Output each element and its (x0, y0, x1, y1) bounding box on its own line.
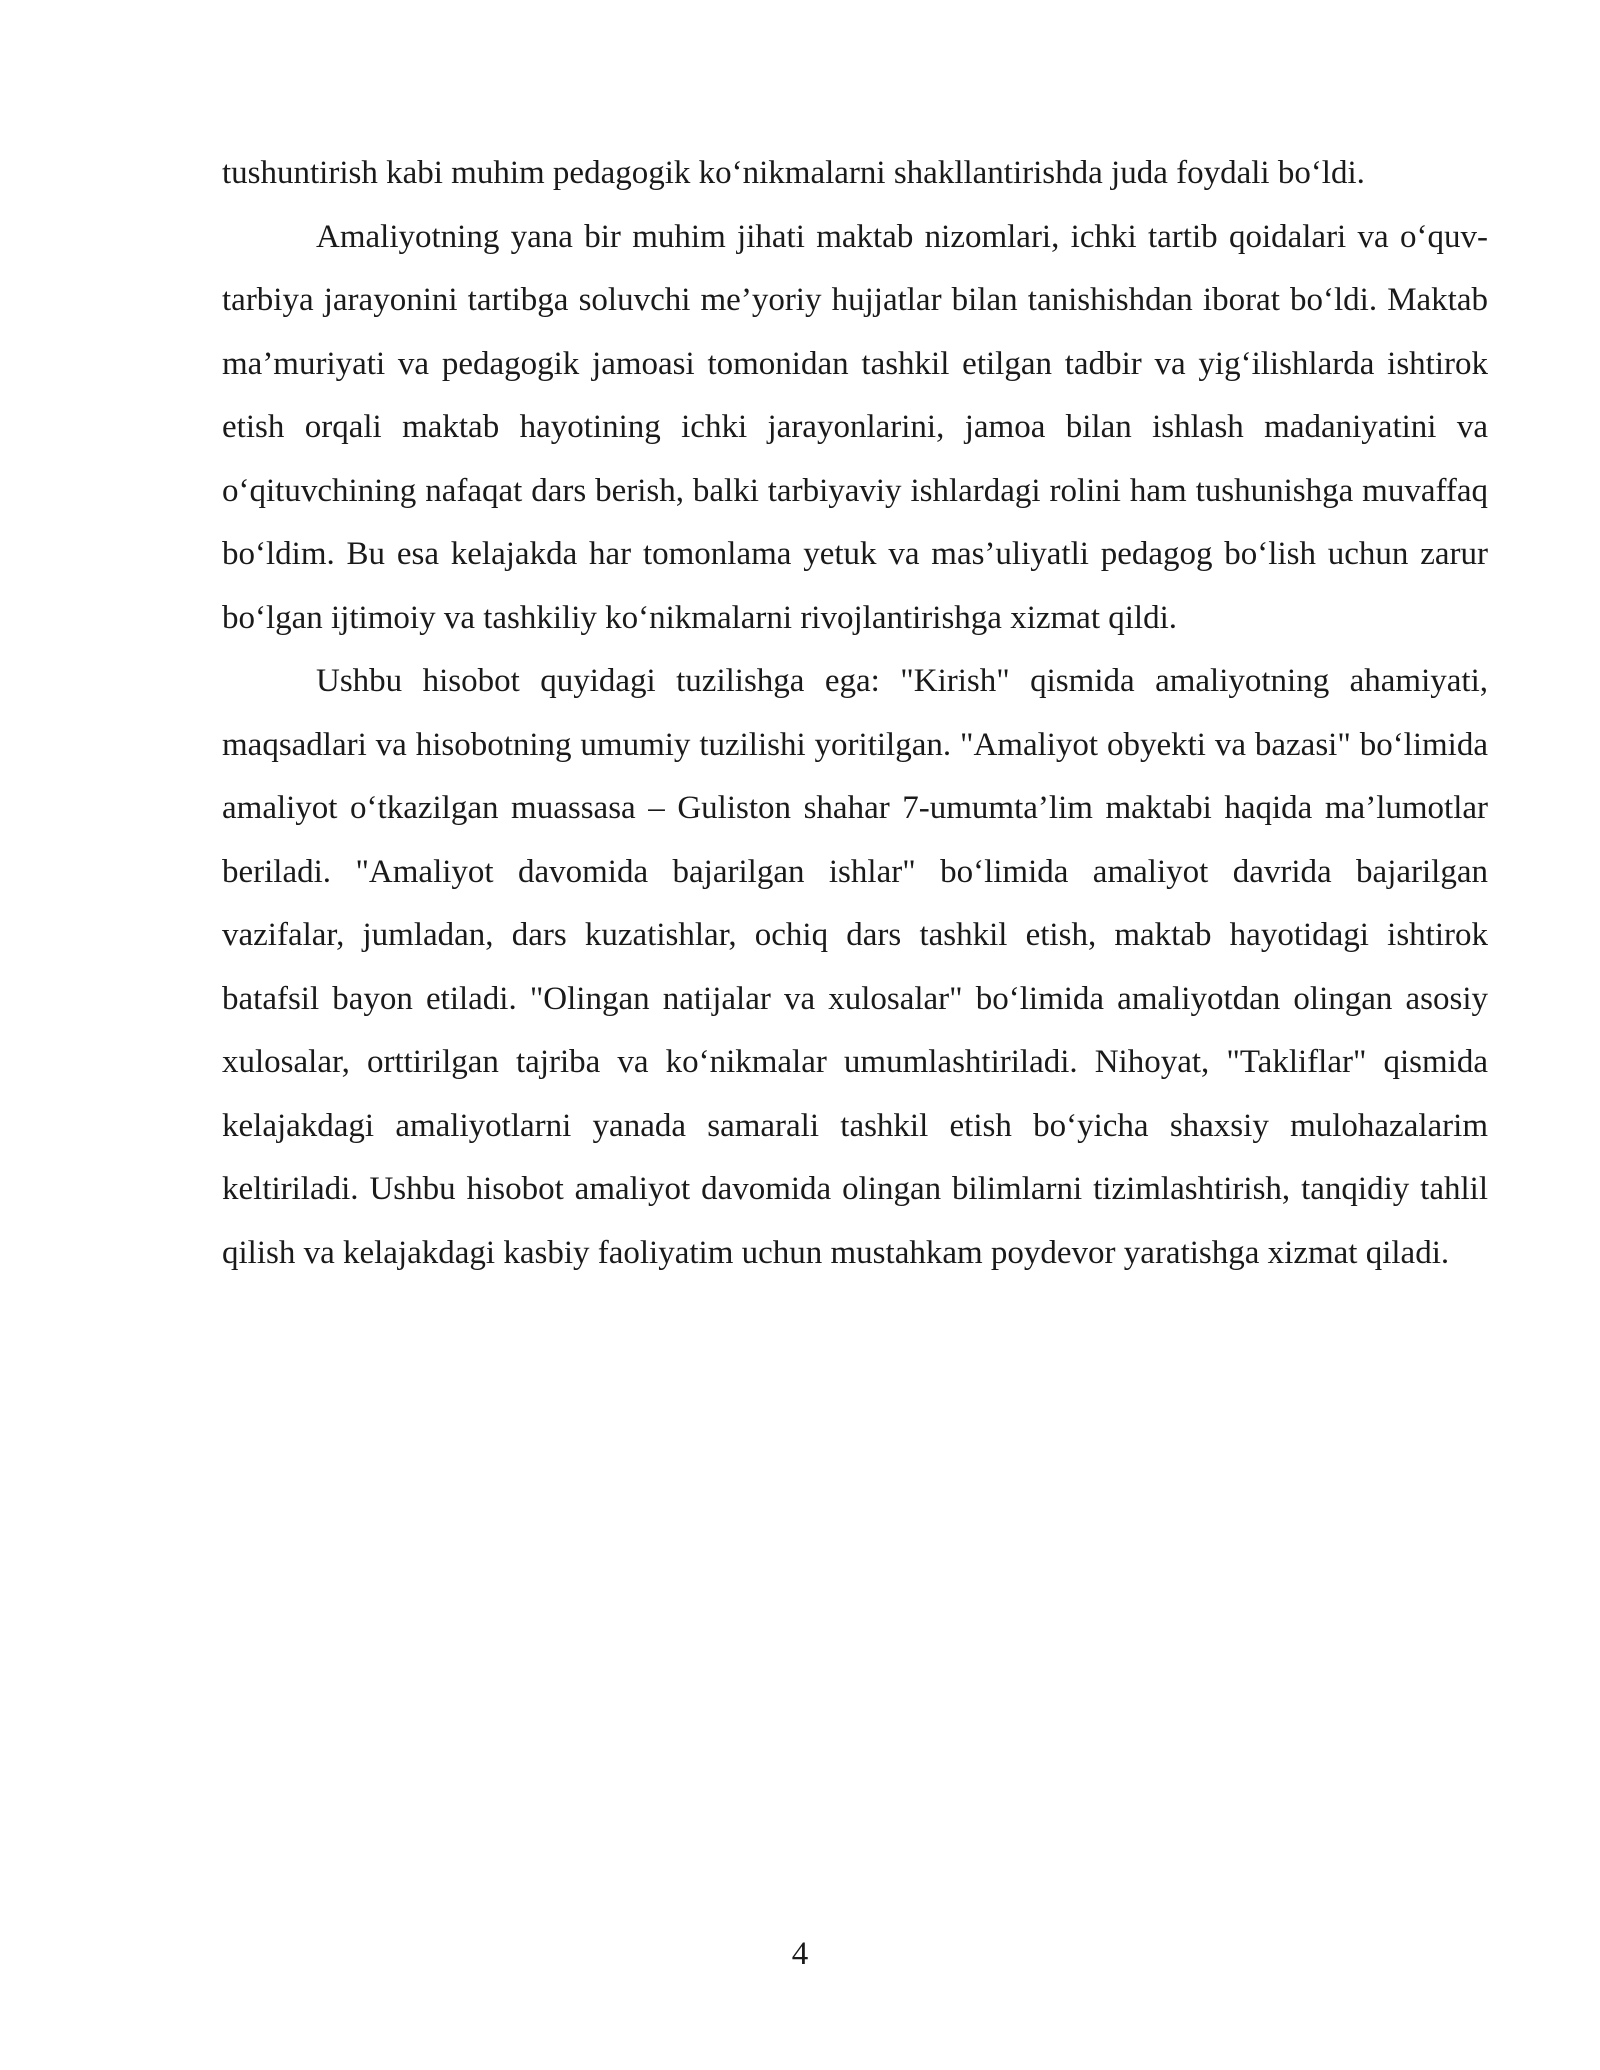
paragraph-practice-aspects: Amaliyotning yana bir muhim jihati maktab nizomlari, ichki tartib qoidalari va o‘quv-tarbiya jarayonini tartibga soluvchi me’yoriy hujjatlar bilan tanishishdan iborat bo‘ldi. Maktab ma’muriyati va pedagogik jamoasi tomonidan tashkil etilgan tadbir va yig‘ilishlarda ishtirok etish orqali maktab hayotining ichki jarayonlarini, jamoa bilan ishlash madaniyatini va o‘qituvchining nafaqat dars berish, balki tarbiyaviy ishlardagi rolini ham tushunishga muvaffaq bo‘ldim. Bu esa kelajakda har tomonlama yetuk va mas’uliyatli pedagog bo‘lish uchun zarur bo‘lgan ijtimoiy va tashkiliy ko‘nikmalarni rivojlantirishga xizmat qildi. (222, 218, 1488, 636)
body-text (222, 142, 1488, 1285)
paragraph-report-structure: Ushbu hisobot quyidagi tuzilishga ega: "Kirish" qismida amaliyotning ahamiyati, maqsadlari va hisobotning umumiy tuzilishi yoritilgan. "Amaliyot obyekti va bazasi" bo‘limida amaliyot o‘tkazilgan muassasa – Guliston shahar 7-umumta’lim maktabi haqida ma’lumotlar beriladi. "Amaliyot davomida bajarilgan ishlar" bo‘limida amaliyot davrida bajarilgan vazifalar, jumladan, dars kuzatishlar, ochiq dars tashkil etish, maktab hayotidagi ishtirok batafsil bayon etiladi. "Olingan natijalar va xulosalar" bo‘limida amaliyotdan olingan asosiy xulosalar, orttirilgan tajriba va ko‘nikmalar umumlashtiriladi. Nihoyat, "Takliflar" qismida kelajakdagi amaliyotlarni yanada samarali tashkil etish bo‘yicha shaxsiy mulohazalarim keltiriladi. Ushbu hisobot amaliyot davomida olingan bilimlarni tizimlashtirish, tanqidiy tahlil qilish va kelajakdagi kasbiy faoliyatim uchun mustahkam poydevor yaratishga xizmat qiladi. (222, 663, 1488, 1271)
paragraph-continuation: tushuntirish kabi muhim pedagogik ko‘nikmalarni shakllantirishda juda foydali bo‘ldi. (222, 155, 1365, 191)
page-number: 4 (791, 1936, 809, 1972)
